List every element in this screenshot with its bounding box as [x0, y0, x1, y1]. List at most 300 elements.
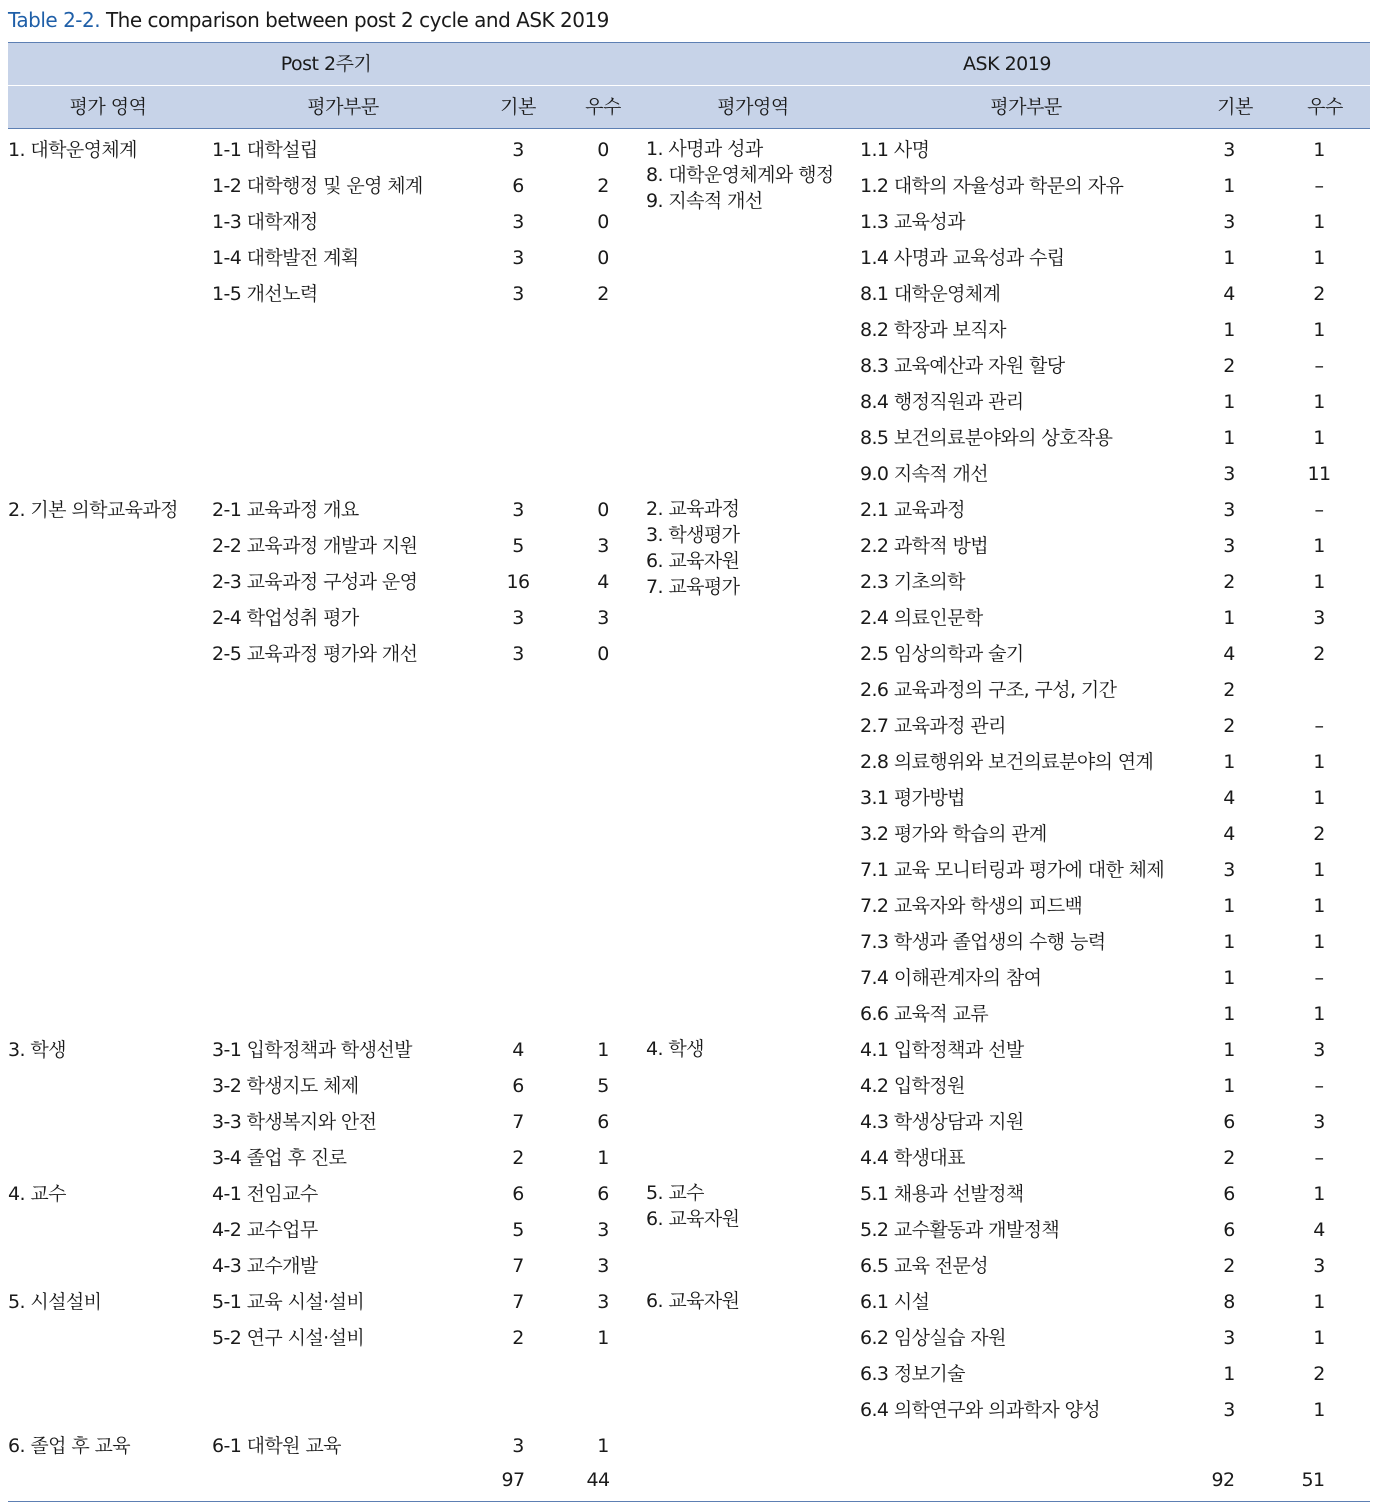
ask-section-cell: 1.3 교육성과: [860, 211, 965, 233]
table-label: Table 2-2.: [8, 8, 101, 32]
post-area-cell: [8, 1140, 208, 1176]
post-basic-cell: [478, 1392, 558, 1428]
ask-basic-cell: 1: [1223, 391, 1235, 413]
post-section-cell: 2-5 교육과정 평가와 개선: [212, 643, 418, 665]
post-excellent-cell: 0: [597, 247, 609, 269]
post-basic-cell: 6: [512, 1183, 524, 1205]
post-section-cell: [212, 312, 478, 348]
ask-excellent-cell: [1279, 672, 1359, 708]
ask-basic-cell: 1: [1223, 895, 1235, 917]
ask-excellent-cell: 3: [1313, 1255, 1325, 1277]
post-section-cell: 5-1 교육 시설·설비: [212, 1291, 365, 1313]
table-row: [8, 744, 1370, 780]
ask-section-cell: 6.2 임상실습 자원: [860, 1327, 1006, 1349]
post-excellent-cell: 5: [597, 1075, 609, 1097]
ask-section-cell: 8.3 교육예산과 자원 할당: [860, 355, 1065, 377]
post-area-cell: [8, 312, 208, 348]
ask-section-cell: 6.6 교육적 교류: [860, 1003, 989, 1025]
ask-excellent-cell: –: [1314, 715, 1324, 737]
ask-excellent-cell: 1: [1313, 391, 1325, 413]
ask-excellent-cell: 1: [1313, 427, 1325, 449]
post-basic-cell: 3: [512, 499, 524, 521]
ask-basic-cell: 3: [1223, 211, 1235, 233]
post-area-cell: [8, 384, 208, 420]
ask-basic-cell: 1: [1223, 1039, 1235, 1061]
table-row: [8, 1392, 1370, 1428]
post-excellent-cell: [563, 456, 643, 492]
ask-area-line: 6. 교육자원: [646, 550, 740, 572]
post-basic-cell: [478, 744, 558, 780]
ask-area-line: 7. 교육평가: [646, 576, 740, 598]
post-area-cell: 6. 졸업 후 교육: [8, 1435, 131, 1457]
post-excellent-cell: [563, 924, 643, 960]
post-area-cell: [8, 960, 208, 996]
post-area-cell: [8, 1320, 208, 1356]
col-header-ask-area: 평가영역: [717, 96, 789, 118]
post-excellent-cell: [563, 312, 643, 348]
post-section-cell: [212, 1356, 478, 1392]
ask-section-cell: 6.1 시설: [860, 1291, 930, 1313]
table-row: [8, 672, 1370, 708]
post-excellent-cell: [563, 996, 643, 1032]
ask-section-cell: 3.2 평가와 학습의 관계: [860, 823, 1047, 845]
post-section-cell: [212, 888, 478, 924]
post-section-cell: 4-3 교수개발: [212, 1255, 318, 1277]
post-section-cell: [212, 852, 478, 888]
post-excellent-cell: 0: [597, 139, 609, 161]
post-basic-cell: [478, 420, 558, 456]
ask-excellent-cell: 1: [1313, 895, 1325, 917]
post-excellent-cell: 0: [597, 643, 609, 665]
post-excellent-cell: 1: [597, 1435, 609, 1457]
ask-area-line: 8. 대학운영체계와 행정: [646, 164, 834, 186]
post-basic-cell: 5: [512, 1219, 524, 1241]
post-basic-cell: [478, 456, 558, 492]
post-area-cell: 3. 학생: [8, 1039, 66, 1061]
post-excellent-cell: [563, 1356, 643, 1392]
ask-excellent-cell: 1: [1313, 1183, 1325, 1205]
post-section-cell: 1-4 대학발전 계획: [212, 247, 359, 269]
table-caption: [8, 6, 609, 34]
post-basic-cell: [478, 1356, 558, 1392]
post-area-cell: [8, 240, 208, 276]
post-excellent-cell: [563, 384, 643, 420]
post-excellent-cell: [563, 780, 643, 816]
ask-section-cell: 2.6 교육과정의 구조, 구성, 기간: [860, 679, 1117, 701]
ask-section-cell: 8.5 보건의료분야와의 상호작용: [860, 427, 1113, 449]
post-excellent-cell: [563, 708, 643, 744]
table-row: [8, 960, 1370, 996]
ask-section-cell: 4.2 입학정원: [860, 1075, 965, 1097]
post-area-cell: [8, 276, 208, 312]
post-area-cell: [8, 1392, 208, 1428]
col-header-post-area: 평가 영역: [69, 96, 147, 118]
table-row: [8, 312, 1370, 348]
ask-excellent-cell: 1: [1313, 211, 1325, 233]
post-section-cell: [212, 996, 478, 1032]
post-basic-cell: 16: [506, 571, 530, 593]
ask-basic-cell: 4: [1223, 787, 1235, 809]
ask-excellent-cell: 2: [1313, 643, 1325, 665]
ask-basic-cell: 3: [1223, 139, 1235, 161]
post-basic-cell: 4: [512, 1039, 524, 1061]
post-basic-cell: 7: [512, 1111, 524, 1133]
ask-section-cell: 4.1 입학정책과 선발: [860, 1039, 1024, 1061]
table-row: [8, 1068, 1370, 1104]
ask-excellent-cell: 2: [1313, 823, 1325, 845]
ask-basic-cell: 1: [1223, 931, 1235, 953]
ask-basic-cell: 1: [1223, 247, 1235, 269]
post-area-cell: 2. 기본 의학교육과정: [8, 499, 178, 521]
post-section-cell: [212, 924, 478, 960]
table-row: [8, 816, 1370, 852]
post-excellent-cell: 6: [597, 1111, 609, 1133]
ask-excellent-cell: 3: [1313, 1039, 1325, 1061]
ask-basic-cell: 2: [1223, 715, 1235, 737]
post-basic-cell: [478, 780, 558, 816]
post-excellent-cell: [563, 960, 643, 996]
ask-basic-cell: 2: [1223, 1255, 1235, 1277]
post-excellent-cell: 6: [597, 1183, 609, 1205]
table-title: The comparison between post 2 cycle and ASK 2019: [100, 8, 609, 32]
table-row: [8, 420, 1370, 456]
totals-row: [8, 1462, 1370, 1498]
post-excellent-cell: 3: [597, 535, 609, 557]
ask-excellent-cell: 11: [1307, 463, 1331, 485]
post-area-cell: 1. 대학운영체계: [8, 139, 137, 161]
ask-area-line: 9. 지속적 개선: [646, 190, 763, 212]
post-excellent-cell: 4: [597, 571, 609, 593]
ask-area-cell: [646, 1036, 704, 1062]
ask-excellent-cell: 3: [1313, 1111, 1325, 1133]
post-section-cell: [212, 960, 478, 996]
post-area-cell: [8, 744, 208, 780]
post-area-cell: [8, 1248, 208, 1284]
post-excellent-cell: 0: [597, 211, 609, 233]
post-section-cell: 1-1 대학설립: [212, 139, 318, 161]
post-section-cell: 3-3 학생복지와 안전: [212, 1111, 377, 1133]
post-area-cell: [8, 996, 208, 1032]
ask-section-cell: [860, 1428, 1190, 1464]
ask-area-cell: [646, 496, 739, 600]
ask-section-cell: 2.2 과학적 방법: [860, 535, 989, 557]
post-excellent-cell: [563, 672, 643, 708]
ask-basic-cell: 3: [1223, 499, 1235, 521]
post-section-cell: 4-2 교수업무: [212, 1219, 318, 1241]
ask-excellent-cell: 2: [1313, 1363, 1325, 1385]
post-section-cell: 5-2 연구 시설·설비: [212, 1327, 365, 1349]
post-area-cell: [8, 348, 208, 384]
ask-excellent-cell: –: [1314, 175, 1324, 197]
ask-excellent-cell: 1: [1313, 535, 1325, 557]
table-row: [8, 276, 1370, 312]
ask-excellent-cell: 2: [1313, 283, 1325, 305]
post-area-cell: [8, 1356, 208, 1392]
ask-basic-cell: 2: [1223, 571, 1235, 593]
ask-area-line: 1. 사명과 성과: [646, 138, 763, 160]
table-row: [8, 240, 1370, 276]
post-excellent-cell: [563, 420, 643, 456]
ask-basic-cell: 4: [1223, 823, 1235, 845]
post-section-cell: 2-3 교육과정 구성과 운영: [212, 571, 418, 593]
ask-excellent-cell: 1: [1313, 859, 1325, 881]
post-area-cell: [8, 852, 208, 888]
ask-section-cell: 7.3 학생과 졸업생의 수행 능력: [860, 931, 1106, 953]
post-basic-cell: [478, 312, 558, 348]
post-basic-cell: [478, 816, 558, 852]
ask-area-line: 5. 교수: [646, 1182, 704, 1204]
ask-excellent-cell: –: [1314, 967, 1324, 989]
ask-excellent-cell: 3: [1313, 607, 1325, 629]
post-area-cell: [8, 168, 208, 204]
post-section-cell: [212, 672, 478, 708]
ask-section-cell: 2.8 의료행위와 보건의료분야의 연계: [860, 751, 1154, 773]
ask-excellent-cell: 1: [1313, 247, 1325, 269]
post-basic-cell: [478, 924, 558, 960]
ask-basic-cell: 3: [1223, 859, 1235, 881]
ask-basic-cell: 6: [1223, 1219, 1235, 1241]
ask-section-cell: 1.1 사명: [860, 139, 930, 161]
post-area-cell: [8, 888, 208, 924]
table-row: [8, 1248, 1370, 1284]
post-excellent-cell: 3: [597, 607, 609, 629]
post-section-cell: 1-2 대학행정 및 운영 체계: [212, 175, 423, 197]
ask-excellent-cell: 1: [1313, 1291, 1325, 1313]
post-section-cell: [212, 1392, 478, 1428]
post-section-cell: [212, 456, 478, 492]
ask-section-cell: 4.3 학생상담과 지원: [860, 1111, 1024, 1133]
ask-basic-cell: 1: [1223, 175, 1235, 197]
ask-basic-cell: 4: [1223, 283, 1235, 305]
post-basic-cell: 2: [512, 1147, 524, 1169]
post-section-cell: 4-1 전임교수: [212, 1183, 318, 1205]
table-row: [8, 636, 1370, 672]
post-area-cell: [8, 672, 208, 708]
ask-basic-cell: 1: [1223, 1003, 1235, 1025]
ask-section-cell: 2.4 의료인문학: [860, 607, 983, 629]
ask-area-line: 4. 학생: [646, 1038, 704, 1060]
post-area-cell: [8, 600, 208, 636]
ask-basic-cell: 1: [1223, 751, 1235, 773]
ask-excellent-cell: 1: [1313, 1003, 1325, 1025]
post-basic-cell: 6: [512, 175, 524, 197]
post-basic-cell: 3: [512, 1435, 524, 1457]
ask-basic-cell: 2: [1223, 355, 1235, 377]
post-area-cell: [8, 924, 208, 960]
ask-basic-cell: 8: [1223, 1291, 1235, 1313]
table-row: [8, 924, 1370, 960]
ask-section-cell: 6.3 정보기술: [860, 1363, 965, 1385]
table-row: [8, 708, 1370, 744]
ask-area-cell: [646, 136, 834, 214]
post-excellent-cell: 3: [597, 1255, 609, 1277]
post-section-cell: [212, 348, 478, 384]
ask-basic-cell: 2: [1223, 679, 1235, 701]
ask-excellent-cell: –: [1314, 499, 1324, 521]
ask-excellent-cell: –: [1314, 355, 1324, 377]
ask-section-cell: 7.2 교육자와 학생의 피드백: [860, 895, 1083, 917]
post-area-cell: [8, 780, 208, 816]
post-section-cell: [212, 420, 478, 456]
table-row: [8, 996, 1370, 1032]
group-header-post: Post 2주기: [280, 53, 372, 75]
col-header-post-section: 평가부문: [307, 96, 379, 118]
col-header-post-basic: 기본: [500, 96, 536, 118]
ask-section-cell: 8.2 학장과 보직자: [860, 319, 1006, 341]
table-row: [8, 852, 1370, 888]
post-basic-cell: 5: [512, 535, 524, 557]
post-basic-cell: 3: [512, 211, 524, 233]
table-row: [8, 780, 1370, 816]
ask-excellent-cell: 4: [1313, 1219, 1325, 1241]
table-row: [8, 600, 1370, 636]
ask-basic-cell: 3: [1223, 1327, 1235, 1349]
group-header-ask: ASK 2019: [963, 53, 1051, 75]
ask-excellent-cell: 1: [1313, 139, 1325, 161]
post-basic-cell: 6: [512, 1075, 524, 1097]
post-section-cell: 6-1 대학원 교육: [212, 1435, 341, 1457]
table-row: [8, 1140, 1370, 1176]
table-row: [8, 888, 1370, 924]
table-row: [8, 1104, 1370, 1140]
post-section-cell: 3-1 입학정책과 학생선발: [212, 1039, 412, 1061]
ask-area-line: 6. 교육자원: [646, 1208, 740, 1230]
post-excellent-cell: [563, 852, 643, 888]
group-header-row: [8, 42, 1370, 85]
post-area-cell: [8, 1104, 208, 1140]
ask-section-cell: 3.1 평가방법: [860, 787, 965, 809]
ask-section-cell: 9.0 지속적 개선: [860, 463, 989, 485]
post-basic-cell: [478, 852, 558, 888]
ask-excellent-cell: 1: [1313, 571, 1325, 593]
post-basic-cell: 3: [512, 247, 524, 269]
column-header-row: [8, 86, 1370, 129]
table-row: [8, 456, 1370, 492]
post-excellent-cell: 2: [597, 283, 609, 305]
post-basic-cell: [478, 672, 558, 708]
post-basic-cell: [478, 960, 558, 996]
total-post-excellent: 44: [586, 1469, 610, 1491]
ask-section-cell: 2.7 교육과정 관리: [860, 715, 1006, 737]
ask-section-cell: 8.4 행정직원과 관리: [860, 391, 1024, 413]
ask-area-line: 6. 교육자원: [646, 1290, 740, 1312]
ask-basic-cell: 2: [1223, 1147, 1235, 1169]
post-section-cell: 3-4 졸업 후 진로: [212, 1147, 347, 1169]
ask-excellent-cell: 1: [1313, 751, 1325, 773]
ask-basic-cell: 1: [1223, 427, 1235, 449]
ask-basic-cell: 3: [1223, 535, 1235, 557]
post-section-cell: 1-5 개선노력: [212, 283, 318, 305]
col-header-ask-basic: 기본: [1217, 96, 1253, 118]
post-area-cell: [8, 420, 208, 456]
post-excellent-cell: [563, 744, 643, 780]
post-excellent-cell: [563, 1392, 643, 1428]
post-basic-cell: 3: [512, 607, 524, 629]
post-basic-cell: [478, 384, 558, 420]
table-row: [8, 1356, 1370, 1392]
ask-basic-cell: 1: [1223, 967, 1235, 989]
ask-basic-cell: 1: [1223, 1075, 1235, 1097]
ask-basic-cell: 3: [1223, 463, 1235, 485]
table-bottom-rule: [8, 1501, 1370, 1502]
post-excellent-cell: [563, 888, 643, 924]
ask-section-cell: 2.5 임상의학과 술기: [860, 643, 1024, 665]
ask-basic-cell: 1: [1223, 1363, 1235, 1385]
post-area-cell: [8, 456, 208, 492]
post-excellent-cell: 2: [597, 175, 609, 197]
ask-excellent-cell: 1: [1313, 931, 1325, 953]
post-excellent-cell: [563, 816, 643, 852]
ask-section-cell: 7.1 교육 모니터링과 평가에 대한 체제: [860, 859, 1165, 881]
post-excellent-cell: [563, 348, 643, 384]
ask-section-cell: 7.4 이해관계자의 참여: [860, 967, 1042, 989]
post-area-cell: 4. 교수: [8, 1183, 66, 1205]
post-basic-cell: 3: [512, 283, 524, 305]
post-excellent-cell: 1: [597, 1147, 609, 1169]
ask-excellent-cell: [1279, 1428, 1359, 1464]
ask-basic-cell: 1: [1223, 607, 1235, 629]
table-row: [8, 1320, 1370, 1356]
post-excellent-cell: 3: [597, 1219, 609, 1241]
post-section-cell: [212, 708, 478, 744]
post-basic-cell: 2: [512, 1327, 524, 1349]
ask-section-cell: 2.3 기초의학: [860, 571, 965, 593]
total-post-basic: 97: [501, 1469, 525, 1491]
post-section-cell: 2-4 학업성취 평가: [212, 607, 359, 629]
ask-section-cell: 8.1 대학운영체계: [860, 283, 1001, 305]
post-excellent-cell: 0: [597, 499, 609, 521]
post-area-cell: [8, 816, 208, 852]
post-area-cell: 5. 시설설비: [8, 1291, 102, 1313]
ask-section-cell: 6.4 의학연구와 의과학자 양성: [860, 1399, 1101, 1421]
post-area-cell: [8, 564, 208, 600]
post-area-cell: [8, 1212, 208, 1248]
col-header-ask-excellent: 우수: [1307, 96, 1343, 118]
post-basic-cell: [478, 348, 558, 384]
ask-excellent-cell: –: [1314, 1147, 1324, 1169]
ask-basic-cell: [1189, 1428, 1269, 1464]
ask-basic-cell: 1: [1223, 319, 1235, 341]
col-header-post-excellent: 우수: [585, 96, 621, 118]
ask-section-cell: 5.1 채용과 선발정책: [860, 1183, 1024, 1205]
post-basic-cell: [478, 888, 558, 924]
ask-section-cell: 1.2 대학의 자율성과 학문의 자유: [860, 175, 1124, 197]
post-basic-cell: 3: [512, 643, 524, 665]
ask-excellent-cell: –: [1314, 1075, 1324, 1097]
ask-section-cell: 2.1 교육과정: [860, 499, 965, 521]
ask-section-cell: 1.4 사명과 교육성과 수립: [860, 247, 1065, 269]
ask-basic-cell: 6: [1223, 1111, 1235, 1133]
post-area-cell: [8, 204, 208, 240]
ask-excellent-cell: 1: [1313, 787, 1325, 809]
post-section-cell: 2-1 교육과정 개요: [212, 499, 359, 521]
post-excellent-cell: 1: [597, 1039, 609, 1061]
post-excellent-cell: 3: [597, 1291, 609, 1313]
ask-section-cell: 6.5 교육 전문성: [860, 1255, 989, 1277]
post-basic-cell: [478, 996, 558, 1032]
ask-area-line: 2. 교육과정: [646, 498, 740, 520]
post-basic-cell: 7: [512, 1291, 524, 1313]
post-area-cell: [8, 708, 208, 744]
post-area-cell: [8, 636, 208, 672]
table-row: [8, 348, 1370, 384]
post-area-cell: [8, 1068, 208, 1104]
total-ask-excellent: 51: [1301, 1469, 1325, 1491]
ask-excellent-cell: 1: [1313, 1327, 1325, 1349]
post-section-cell: [212, 384, 478, 420]
ask-section-cell: 5.2 교수활동과 개발정책: [860, 1219, 1060, 1241]
table-row: [8, 1428, 1370, 1464]
